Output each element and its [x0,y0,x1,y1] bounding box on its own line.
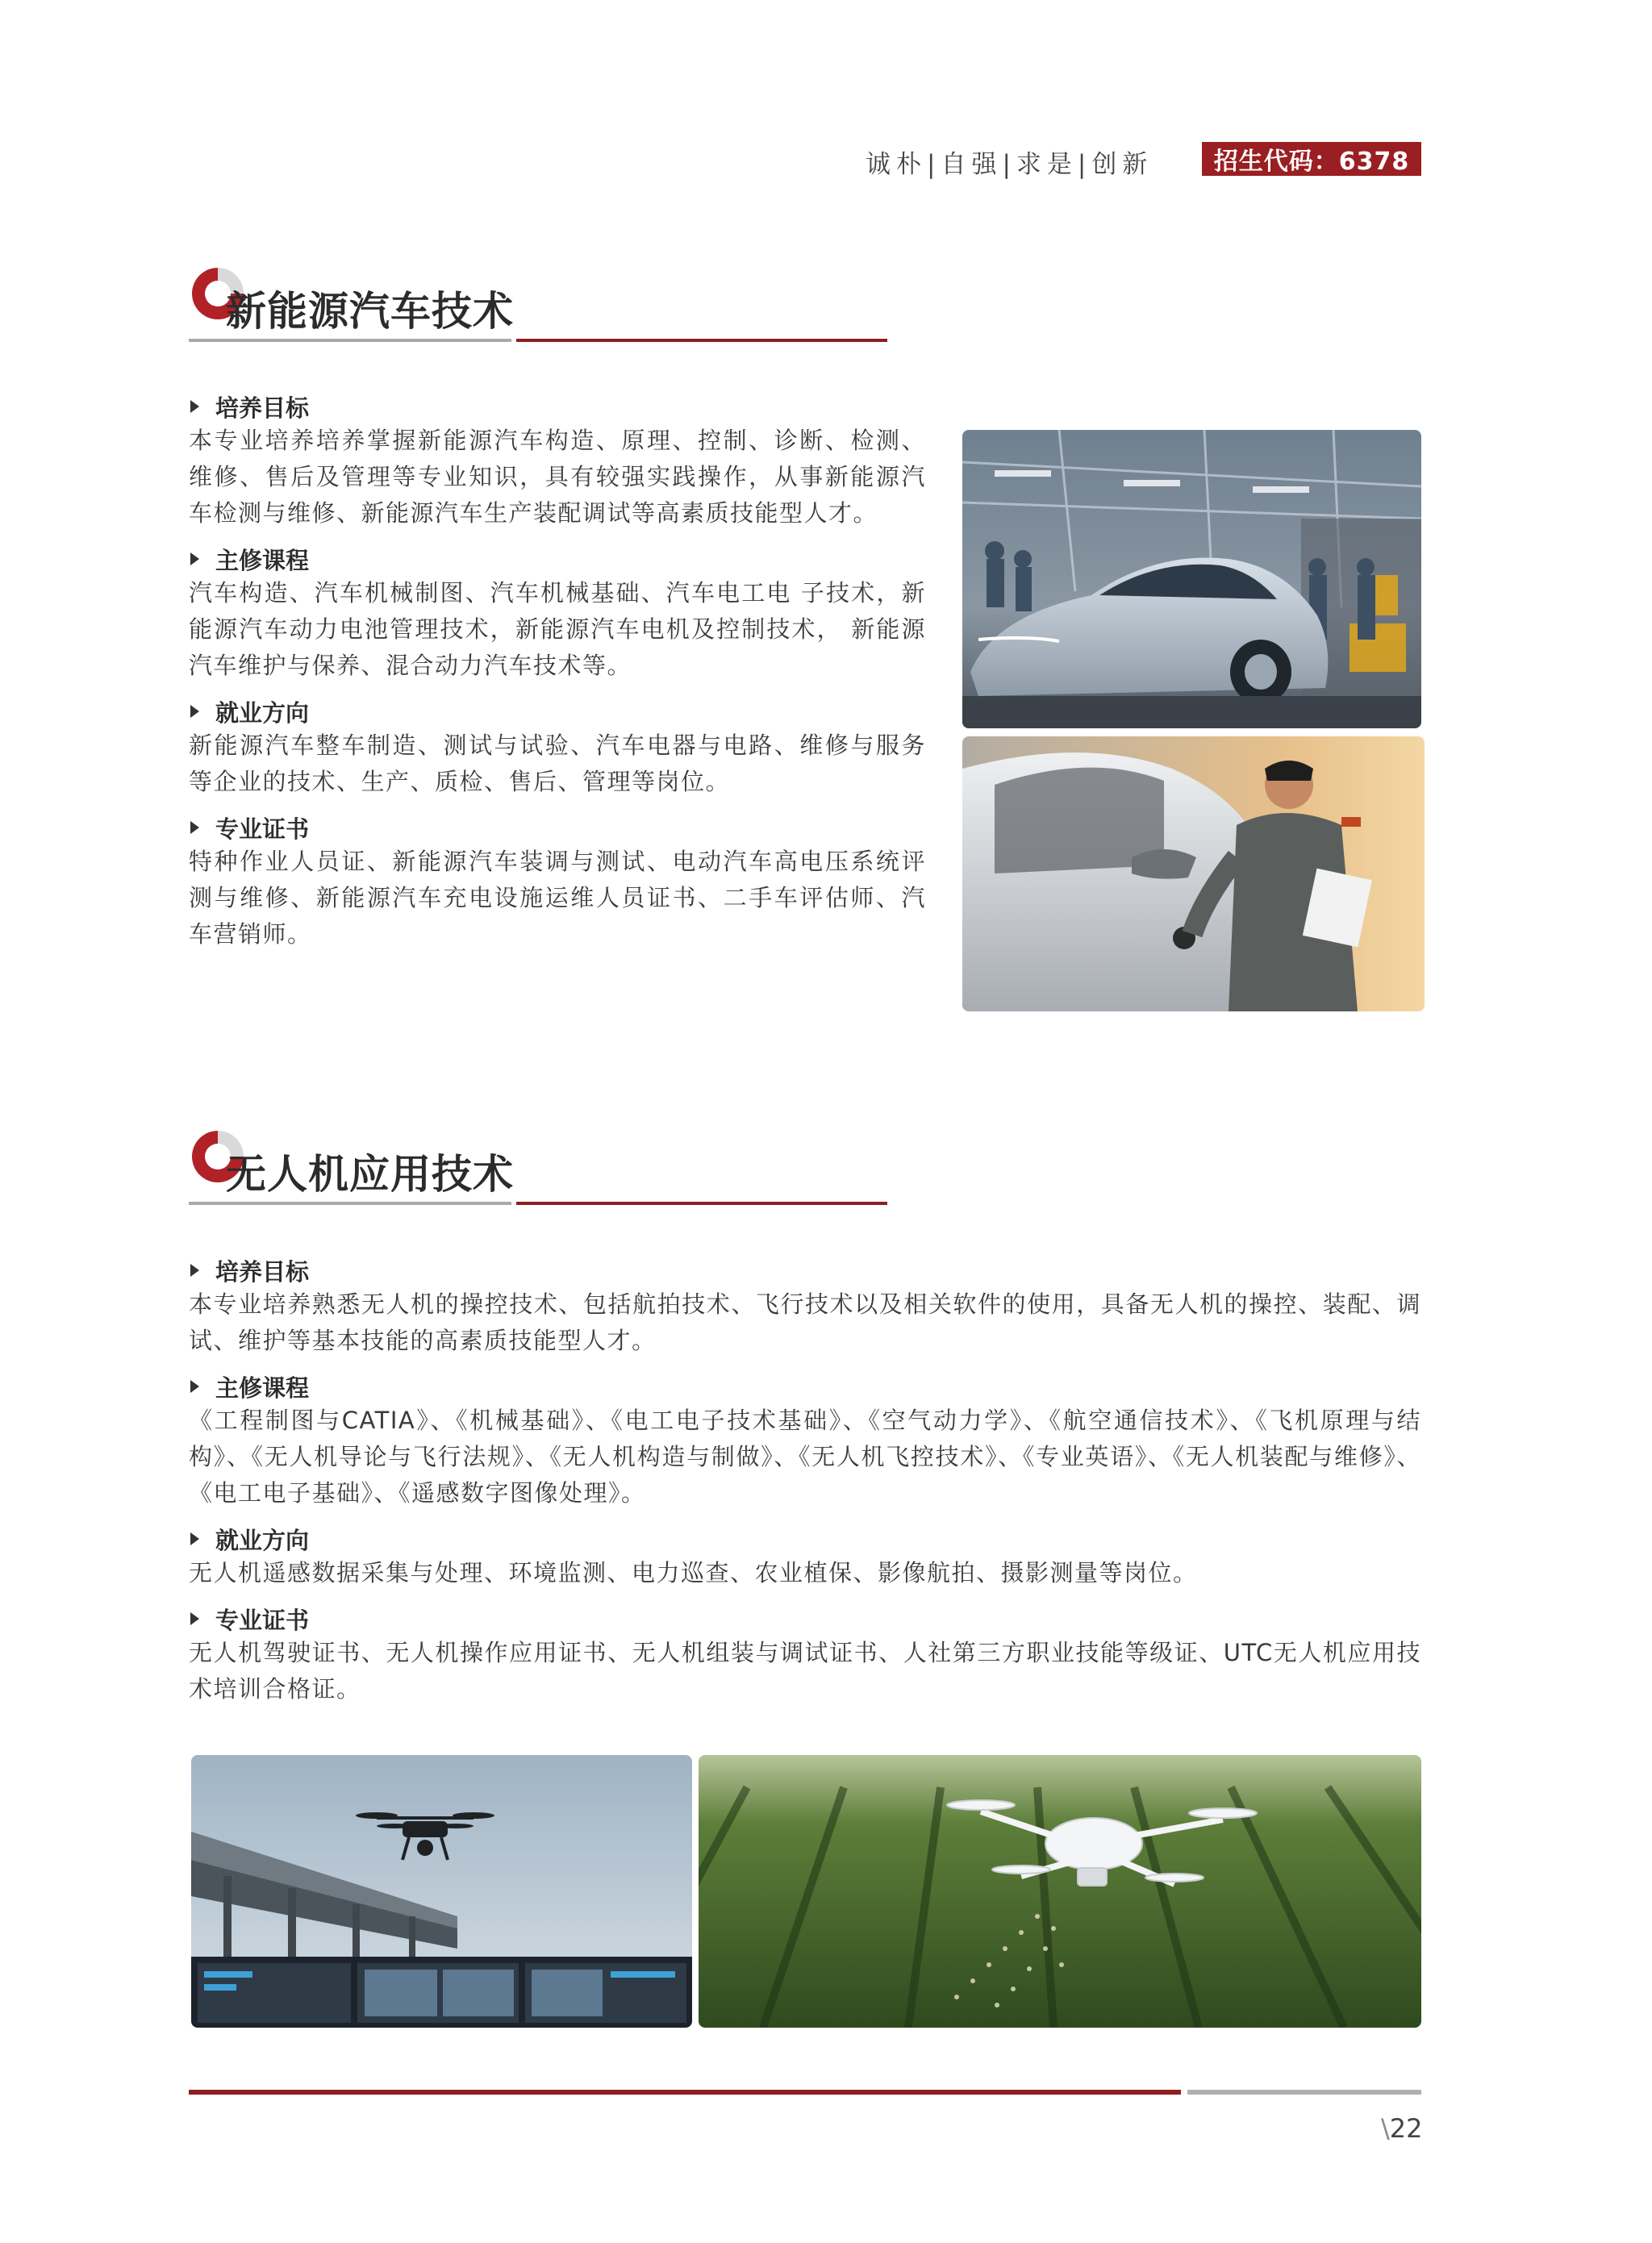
bullet-triangle-icon [190,400,199,413]
ev-factory-photo [962,430,1421,728]
block-text: 汽车构造、汽车机械制图、汽车机械基础、汽车电工电 子技术，新能源汽车动力电池管理技术，新能源汽车电机及控制技术， 新能源汽车维护与保养、混合动力汽车技术等。 [189,579,926,679]
block-text: 本专业培养熟悉无人机的操控技术、包括航拍技术、飞行技术以及相关软件的使用，具备无人机的操控、装配、调试、维护等基本技能的高素质技能型人才。 [189,1290,1421,1354]
title-underline-red [516,1202,887,1205]
block-text: 本专业培养培养掌握新能源汽车构造、原理、控制、诊断、检测、维修、售后及管理等专业知识，具有较强实践操作，从事新能源汽车检测与维修、新能源汽车生产装配调试等高素质技能型人才。 [189,427,926,527]
section-title-text: 新能源汽车技术 [226,288,514,335]
title-underline-red [516,339,887,342]
drone-block-goal [189,1254,1421,1359]
drone-field-photo [699,1755,1421,2028]
ev-technician-photo [962,736,1425,1011]
block-text: 新能源汽车整车制造、测试与试验、汽车电器与电路、维修与服务等企业的技术、生产、质检、售后、管理等岗位。 [189,732,926,795]
footer-rule-red [189,2090,1181,2095]
bullet-triangle-icon [190,1380,199,1393]
drone-block-certs [189,1603,1421,1707]
block-text: 无人机遥感数据采集与处理、环境监测、电力巡查、农业植保、影像航拍、摄影测量等岗位。 [189,1559,1198,1586]
school-motto: 诚朴|自强|求是|创新 [866,150,1153,179]
footer-rule-gray [1187,2090,1421,2095]
ev-block-courses [189,543,926,684]
block-text: 无人机驾驶证书、无人机操作应用证书、无人机组装与调试证书、人社第三方职业技能等级证、UTC无人机应用技术培训合格证。 [189,1639,1421,1703]
ev-block-career [189,695,926,800]
enrollment-code-badge: 招生代码：6378 [1202,142,1421,176]
block-heading: 培养目标 [215,1257,310,1286]
title-underline-gray [189,1202,511,1205]
block-heading: 专业证书 [215,815,310,843]
ev-section-content [189,390,926,953]
title-underline-gray [189,339,511,342]
drone-block-career [189,1523,1421,1591]
block-text: 《工程制图与CATIA》、《机械基础》、《电工电子技术基础》、《空气动力学》、《航空通信技术》、《飞机原理与结构》、《无人机导论与飞行法规》、《无人机构造与制做》、《无人机飞控技术》、《专业英语》、《无人机装配与维修》、《电工电子基础》、《遥感数字图像处理》。 [189,1407,1421,1507]
section-title-text: 无人机应用技术 [226,1151,514,1198]
bullet-triangle-icon [190,1612,199,1625]
block-heading: 专业证书 [215,1606,310,1634]
bullet-triangle-icon [190,705,199,718]
block-heading: 就业方向 [215,1526,310,1554]
block-text: 特种作业人员证、新能源汽车装调与测试、电动汽车高电压系统评测与维修、新能源汽车充电设施运维人员证书、二手车评估师、汽车营销师。 [189,848,926,948]
block-heading: 培养目标 [215,394,310,422]
drone-section-content [189,1254,1421,1707]
page-number: \22 [1381,2113,1423,2144]
drone-bridge-photo [191,1755,692,2028]
block-heading: 主修课程 [215,546,310,574]
block-heading: 就业方向 [215,698,310,727]
bullet-triangle-icon [190,1264,199,1277]
bullet-triangle-icon [190,1532,199,1545]
block-heading: 主修课程 [215,1374,310,1402]
drone-block-courses [189,1370,1421,1511]
ev-block-certs [189,811,926,953]
bullet-triangle-icon [190,821,199,834]
ev-block-goal [189,390,926,532]
bullet-triangle-icon [190,552,199,565]
